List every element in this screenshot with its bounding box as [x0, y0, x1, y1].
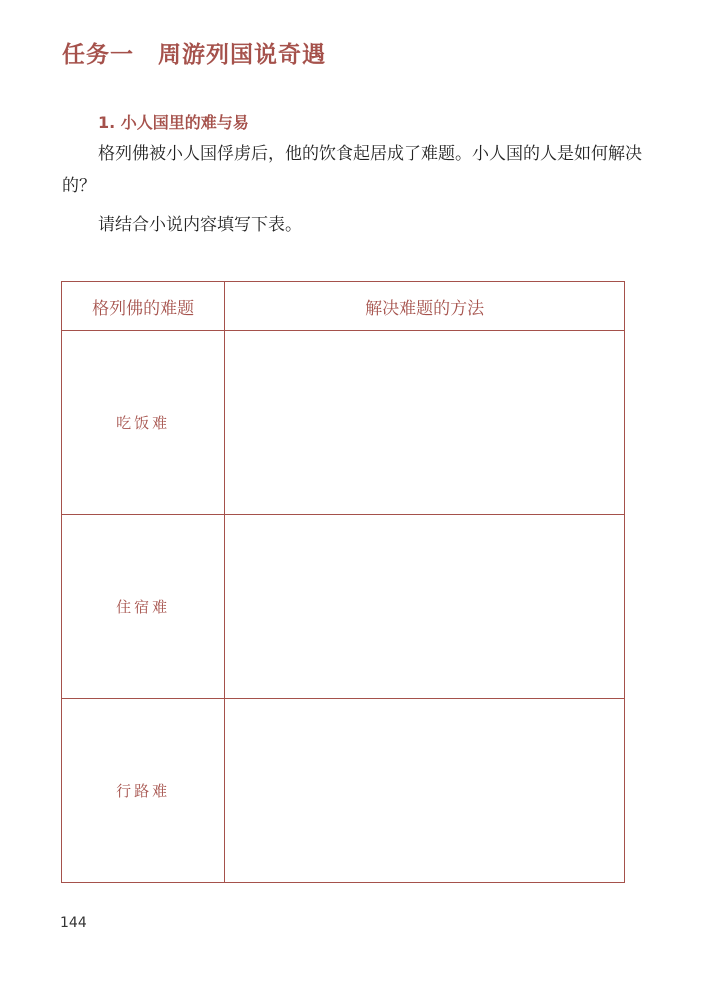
- instruction-paragraph: 请结合小说内容填写下表。: [98, 215, 302, 235]
- problem-cell-walking: 行路难: [62, 699, 225, 883]
- table-header-row: [62, 282, 625, 331]
- problem-cell-eating: 吃饭难: [62, 331, 225, 515]
- method-cell-walking[interactable]: [225, 699, 625, 883]
- task-title: [62, 36, 326, 69]
- task-label: 任务一: [62, 42, 134, 68]
- table-row: [62, 331, 625, 515]
- table-row: [62, 699, 625, 883]
- section-heading: 1. 小人国里的难与易: [98, 113, 249, 132]
- page-number: 144: [60, 915, 87, 931]
- method-cell-eating[interactable]: [225, 331, 625, 515]
- task-subtitle: 周游列国说奇遇: [158, 42, 326, 68]
- question-paragraph: 格列佛被小人国俘虏后，他的饮食起居成了难题。小人国的人是如何解决的？: [62, 144, 642, 196]
- header-method: 解决难题的方法: [225, 282, 625, 331]
- problem-cell-lodging: 住宿难: [62, 515, 225, 699]
- table-row: [62, 515, 625, 699]
- problem-solution-table: [61, 281, 625, 883]
- method-cell-lodging[interactable]: [225, 515, 625, 699]
- header-problem: 格列佛的难题: [62, 282, 225, 331]
